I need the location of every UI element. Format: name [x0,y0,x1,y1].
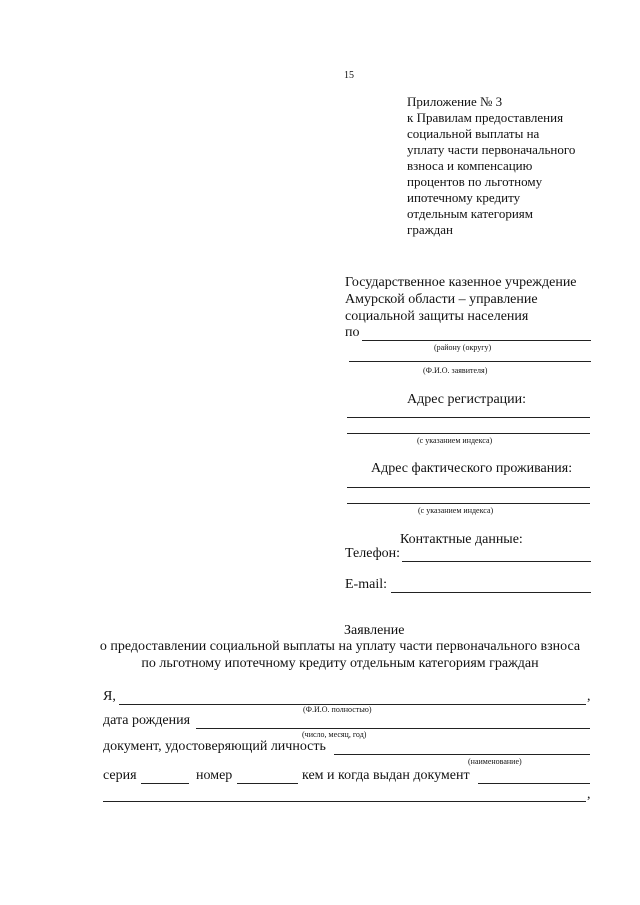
applicant-name-field[interactable] [349,361,591,362]
birth-date-field[interactable] [196,728,590,729]
appendix-line: социальной выплаты на [407,126,540,141]
series-label: серия [103,768,137,783]
number-label: номер [196,768,233,783]
phone-label: Телефон: [345,546,401,561]
email-label: E-mail: [345,577,387,592]
issued-by-label: кем и когда выдан документ [302,768,470,783]
actual-address-caption: (с указанием индекса) [418,506,494,515]
actual-address-field-2[interactable] [347,503,590,504]
comma: , [587,689,591,704]
applicant-name-caption: (Ф.И.О. заявителя) [423,366,488,375]
district-caption: (району (округу) [434,343,492,352]
email-field[interactable] [391,592,591,593]
series-field[interactable] [141,783,189,784]
appendix-line: Приложение № 3 [407,94,503,109]
phone-field[interactable] [402,561,591,562]
number-field[interactable] [237,783,298,784]
actual-address-field-1[interactable] [347,487,590,488]
identity-document-caption: (наименование) [468,757,522,766]
identity-document-label: документ, удостоверяющий личность [103,739,326,754]
issued-by-field[interactable] [478,783,590,784]
issued-by-field-continuation[interactable] [103,801,586,802]
appendix-line: к Правилам предоставления [407,110,564,125]
statement-subtitle-line: по льготному ипотечному кредиту отдельным категориям граждан [141,656,539,671]
page-number: 15 [344,70,354,81]
identity-document-field[interactable] [334,754,590,755]
appendix-line: уплату части первоначального [407,142,576,157]
po-label: по [345,325,360,340]
statement-title: Заявление [344,623,405,638]
appendix-line: ипотечному кредиту [407,190,521,205]
addressee-line: Амурской области – управление [345,292,538,307]
addressee-line: социальной защиты населения [345,309,529,324]
full-name-caption: (Ф.И.О. полностью) [303,705,372,714]
end-comma: , [587,787,591,802]
registration-address-field-2[interactable] [347,433,590,434]
appendix-line: отдельным категориям [407,206,533,221]
birth-date-label: дата рождения [103,713,191,728]
addressee-line: Государственное казенное учреждение [345,275,577,290]
ya-label: Я, [103,689,116,704]
appendix-line: процентов по льготному [407,174,543,189]
actual-address-heading: Адрес фактического проживания: [371,461,573,476]
district-field[interactable] [362,340,591,341]
birth-date-caption: (число, месяц, год) [302,730,367,739]
statement-subtitle-line: о предоставлении социальной выплаты на уплату части первоначального взноса [99,639,581,654]
registration-caption: (с указанием индекса) [417,436,493,445]
appendix-block [407,94,575,238]
registration-address-field-1[interactable] [347,417,590,418]
appendix-line: граждан [407,222,453,237]
registration-heading: Адрес регистрации: [407,392,527,407]
contacts-heading: Контактные данные: [400,532,523,547]
appendix-line: взноса и компенсацию [407,158,533,173]
